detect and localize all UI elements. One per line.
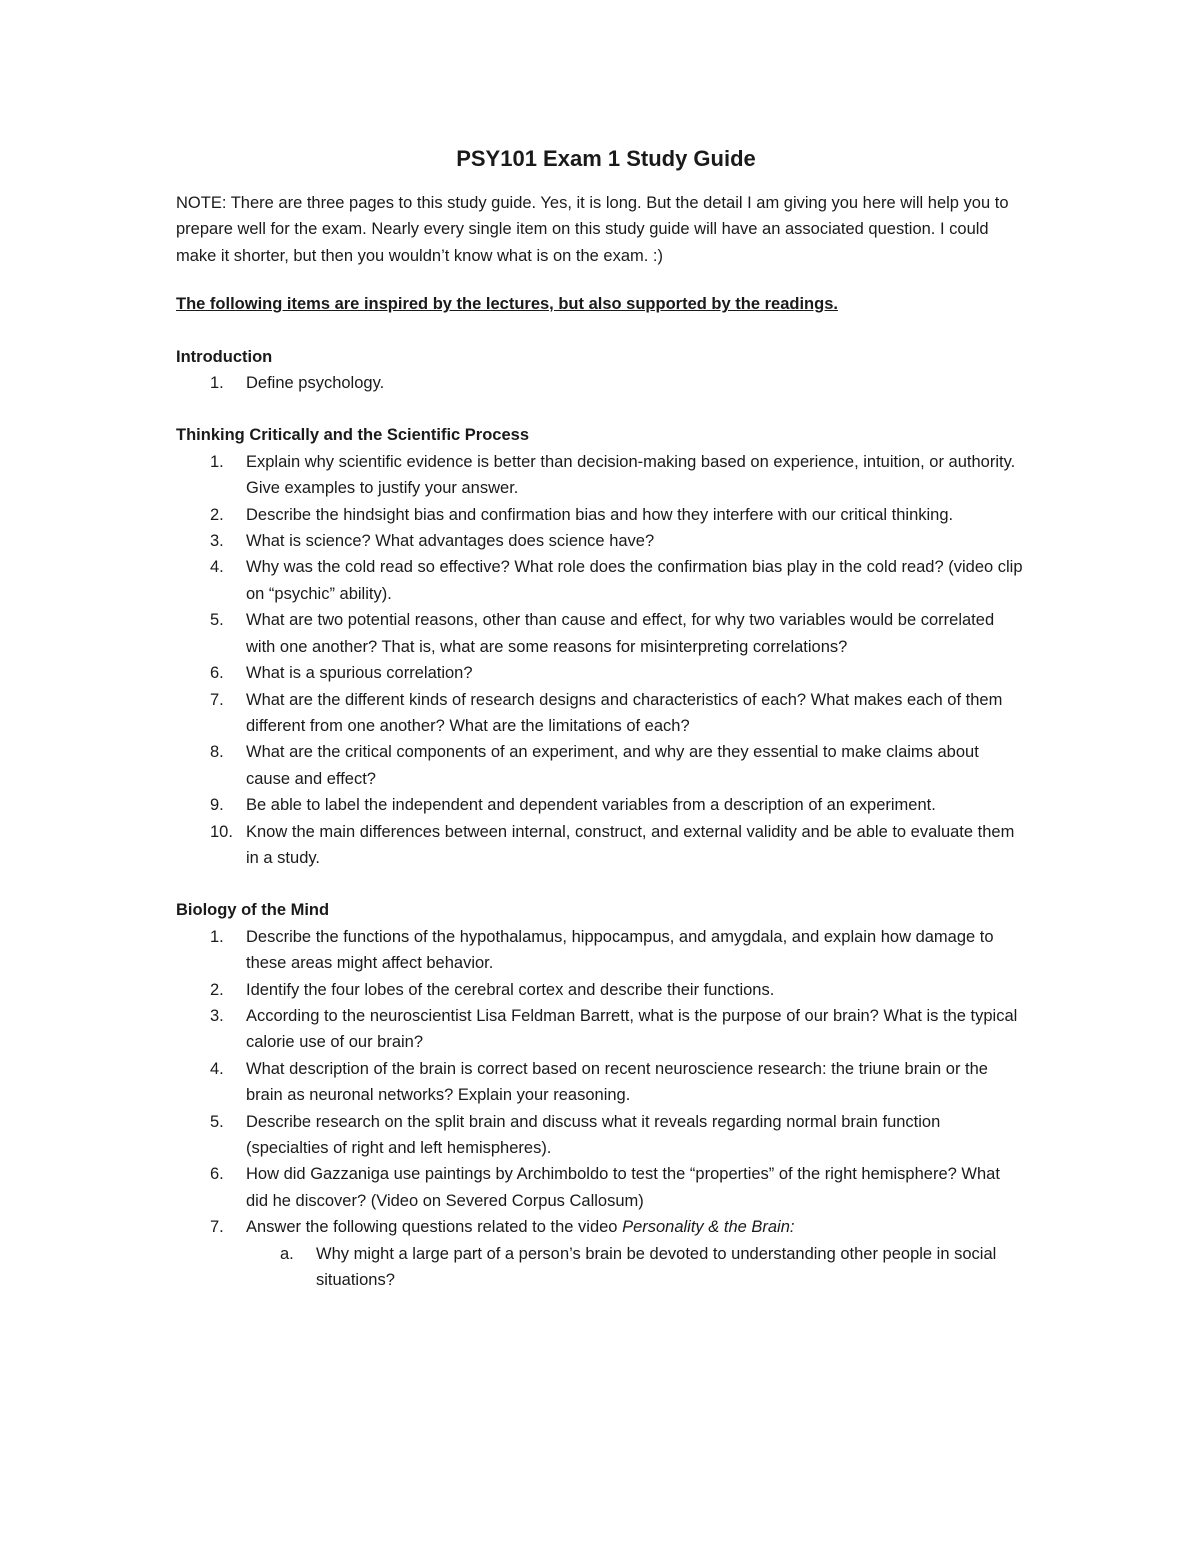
item-number: 5. xyxy=(210,1112,224,1131)
item-number: 10. xyxy=(210,822,233,841)
question-list xyxy=(176,370,1036,396)
item-number: 5. xyxy=(210,611,224,630)
list-item xyxy=(176,1056,1036,1109)
item-text: Define psychology. xyxy=(246,374,385,393)
list-item xyxy=(176,1109,1036,1162)
list-item xyxy=(176,370,1036,396)
item-text: Explain why scientific evidence is better than decision-making based on experience, intuition, or authority. Give examples to justify your answer. xyxy=(246,452,1016,498)
item-text: What description of the brain is correct based on recent neuroscience research: the triune brain or the brain as neuronal networks? Explain your reasoning. xyxy=(246,1059,988,1105)
section-introduction xyxy=(176,344,1036,397)
item-text: What are the critical components of an experiment, and why are they essential to make claims about cause and effect? xyxy=(246,743,979,788)
item-text xyxy=(246,1214,1026,1240)
list-item xyxy=(176,554,1036,607)
item-text: What are the different kinds of research designs and characteristics of each? What makes each of them different from one another? What are the limitations of each? xyxy=(246,690,1003,735)
sub-item-text: Why might a large part of a person’s brain be devoted to understanding other people in social situations? xyxy=(316,1244,997,1290)
item-text: Be able to label the independent and dependent variables from a description of an experiment. xyxy=(246,796,936,815)
item-number: 2. xyxy=(210,505,224,524)
list-item xyxy=(176,739,1036,792)
readings-banner: The following items are inspired by the lectures, but also supported by the readings. xyxy=(176,295,838,314)
list-item xyxy=(176,502,1036,528)
item-text: Why was the cold read so effective? What role does the confirmation bias play in the cold read? (video clip on “psychic” ability). xyxy=(246,558,1023,603)
sub-question-list xyxy=(176,1241,1036,1294)
list-item xyxy=(176,449,1036,502)
note-paragraph: NOTE: There are three pages to this study guide. Yes, it is long. But the detail I am giving you here will help you to prepare well for the exam. Nearly every single item on this study guide will have an associated question. I could make it shorter, but then you wouldn’t know what is on the exam. :) xyxy=(176,194,1009,265)
item-text: Describe the hindsight bias and confirmation bias and how they interfere with our critical thinking. xyxy=(246,505,954,524)
list-item xyxy=(176,1241,1036,1294)
item-number: 1. xyxy=(210,374,224,393)
list-item xyxy=(176,924,1036,977)
list-item xyxy=(176,687,1036,740)
list-item xyxy=(176,1003,1036,1056)
item-text: Identify the four lobes of the cerebral cortex and describe their functions. xyxy=(246,980,775,999)
item-text: How did Gazzaniga use paintings by Archimboldo to test the “properties” of the right hemisphere? What did he discover? (Video on Severed Corpus Callosum) xyxy=(246,1165,1000,1210)
item-text: According to the neuroscientist Lisa Feldman Barrett, what is the purpose of our brain? What is the typical calorie use of our brain? xyxy=(246,1006,1018,1052)
item-number: 1. xyxy=(210,927,224,946)
item-text: What are two potential reasons, other than cause and effect, for why two variables would be correlated with one another? That is, what are some reasons for misinterpreting correlations? xyxy=(246,611,995,656)
section-biology-of-mind xyxy=(176,897,1036,1293)
item-text: Describe the functions of the hypothalamus, hippocampus, and amygdala, and explain how damage to these areas might affect behavior. xyxy=(246,927,994,973)
item-text: What is science? What advantages does science have? xyxy=(246,532,655,551)
item-number: 8. xyxy=(210,743,224,762)
item-number: 3. xyxy=(210,532,224,551)
list-item xyxy=(176,1161,1036,1214)
sub-item-letter: a. xyxy=(280,1244,294,1263)
item-number: 6. xyxy=(210,1165,224,1184)
item-number: 4. xyxy=(210,1059,224,1078)
item-number: 7. xyxy=(210,690,224,709)
question-list xyxy=(176,449,1036,872)
list-item xyxy=(176,792,1036,818)
video-title: Personality & the Brain: xyxy=(622,1218,795,1237)
list-item xyxy=(176,607,1036,660)
item-number: 6. xyxy=(210,664,224,683)
item-number: 3. xyxy=(210,1006,224,1025)
list-item xyxy=(176,1214,1036,1240)
document-page xyxy=(176,140,1036,1319)
section-thinking-critically xyxy=(176,422,1036,871)
section-title: Introduction xyxy=(176,347,273,366)
list-item xyxy=(176,528,1036,554)
item-number: 1. xyxy=(210,452,224,471)
section-title: Biology of the Mind xyxy=(176,901,330,920)
question-list xyxy=(176,924,1036,1241)
item-text: Describe research on the split brain and discuss what it reveals regarding normal brain function (specialties of right and left hemispheres). xyxy=(246,1112,941,1157)
item-text-prefix: Answer the following questions related to the video xyxy=(246,1218,623,1237)
item-text: Know the main differences between internal, construct, and external validity and be able to evaluate them in a study. xyxy=(246,822,1015,867)
item-number: 4. xyxy=(210,558,224,577)
list-item xyxy=(176,660,1036,686)
section-title: Thinking Critically and the Scientific Process xyxy=(176,426,530,445)
page-title: PSY101 Exam 1 Study Guide xyxy=(456,146,756,171)
item-number: 9. xyxy=(210,796,224,815)
item-number: 7. xyxy=(210,1218,224,1237)
item-number: 2. xyxy=(210,980,224,999)
list-item xyxy=(176,819,1036,872)
item-text: What is a spurious correlation? xyxy=(246,664,473,683)
list-item xyxy=(176,977,1036,1003)
